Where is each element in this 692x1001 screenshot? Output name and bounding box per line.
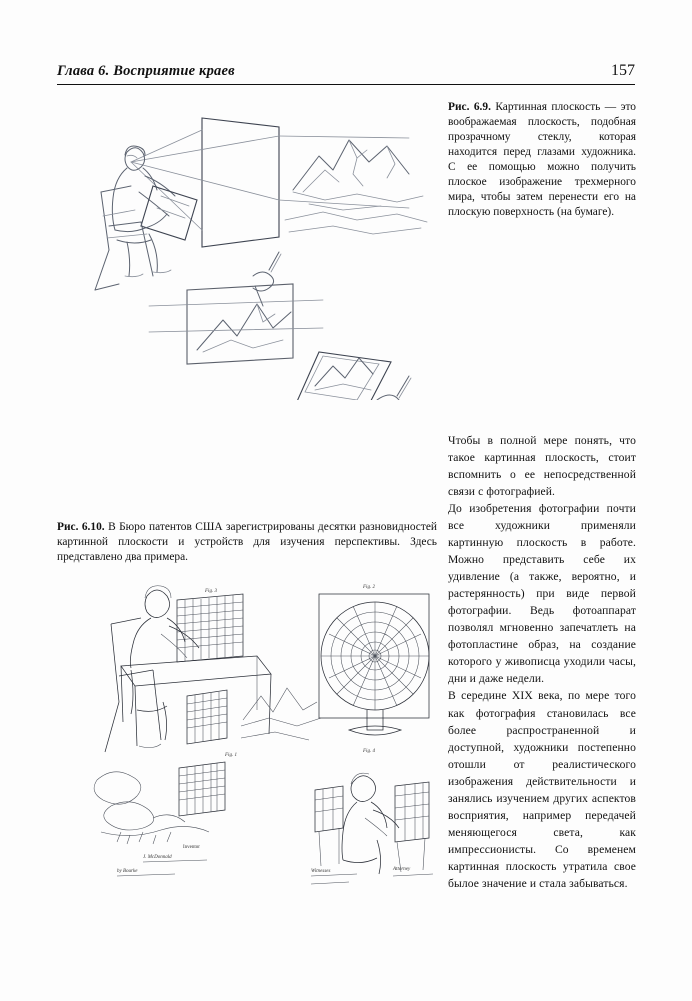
drawing-label-fig3: Fig. 3 [205,589,217,594]
figure-6-9-svg [57,100,437,400]
drawing-label-witness: Witnesses [311,869,331,874]
figure-6-9-illustration [57,100,437,400]
figure-6-10-caption [57,520,437,565]
body-paragraph-2: До изобретения фотографии почти все художники применяли картинную плоскость в работе. Можно представить себе их удивление (а также, вероятно, и растерянность) при виде первой фотографии. Ведь фотоаппарат позволял мгновенно запечатлеть на фотопластине образ, на создание которого у живописца уходили часы, дни и даже недели. [448,502,636,686]
chapter-title: Глава 6. Восприятие краев [57,63,235,79]
body-paragraph-3: В середине XIX века, по мере того как фотография становилась все более распространенной и доступной, художники постепенно отошли от реалистического изображения действительности и занялись изучением других аспектов восприятия, например передачей меняющегося света, как импрессионисты. Со временем картинная плоскость утратила свое былое значение и стала забываться. [448,689,636,890]
figure-6-9-caption-body: Картинная плоскость — это воображаемая плоскость, подобная прозрачному стеклу, которая находится перед глазами художника. С ее помощью можно получить плоское изображение трехмерного мира, чтобы затем перенести его на плоскую поверхность (на бумаге). [448,101,636,219]
header-divider [57,84,635,85]
figure-6-9-caption [448,100,636,220]
drawing-label-signature: by Bourke [117,869,138,874]
body-text-column [448,432,636,892]
figure-6-10-caption-text [57,520,437,565]
page-number: 157 [611,62,635,79]
drawing-label-fig2: Fig. 2 [363,585,375,590]
drawing-label-fig1: Fig. 1 [225,753,237,758]
figure-6-9-caption-text [448,100,636,220]
drawing-label-inventor-word: Inventor [183,845,200,850]
drawing-label-attorney: Attorney [393,867,411,872]
figure-6-10-label: Рис. 6.10. [57,521,105,533]
figure-6-9-label: Рис. 6.9. [448,101,491,113]
drawing-label-inventor: J. McDonnald [143,855,172,860]
figure-6-10-svg [57,570,437,900]
drawing-label-fig4: Fig. 4 [363,749,375,754]
figure-6-10-illustration [57,570,437,900]
page-header [57,62,635,80]
body-paragraph-1: Чтобы в полной мере понять, что такое картинная плоскость, стоит вспомнить о ее непосредственной связи с фотографией. [448,434,636,499]
figure-6-10-caption-body: В Бюро патентов США зарегистрированы десятки разновидностей картинной плоскости и устройств для изучения перспективы. Здесь представлено два примера. [57,521,437,564]
